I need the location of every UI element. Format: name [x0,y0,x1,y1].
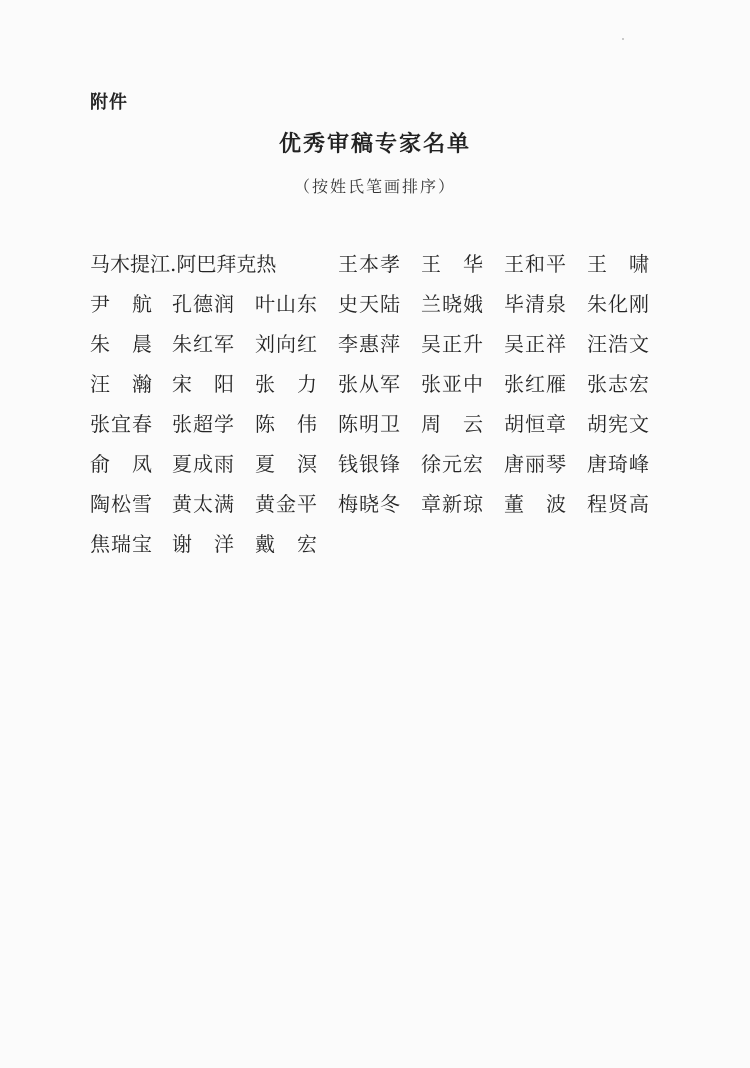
expert-name: 徐 元 宏 [421,452,483,476]
expert-name: 张 从 军 [338,372,400,396]
expert-name: 陶 松 雪 [90,492,152,516]
expert-name: 黄 太 满 [172,492,234,516]
expert-name: 宋 阳 [172,372,234,396]
expert-name: 胡 恒 章 [504,412,566,436]
expert-name: 朱 化 刚 [587,292,649,316]
expert-name: 李 惠 萍 [338,332,400,356]
expert-name: 陈 伟 [255,412,317,436]
expert-name: 张 力 [255,372,317,396]
expert-name: 王 啸 [587,252,649,276]
page-title: 优秀审稿专家名单 [278,131,471,157]
expert-name: 俞 凤 [90,452,152,476]
expert-name: 汪 瀚 [90,372,152,396]
expert-name: 王 和 平 [504,252,566,276]
expert-name: 陈 明 卫 [338,412,400,436]
expert-name: 钱 银 锋 [338,452,400,476]
expert-name: 胡 宪 文 [587,412,649,436]
expert-name: 黄 金 平 [255,492,317,516]
expert-name: 焦 瑞 宝 [90,532,152,556]
expert-name: 张 宜 春 [90,412,152,436]
expert-name: 兰 晓 娥 [421,292,483,316]
expert-name: 张 超 学 [172,412,234,436]
expert-name: 梅 晓 冬 [338,492,400,516]
expert-name: 朱 红 军 [172,332,234,356]
expert-name: 唐 琦 峰 [587,452,649,476]
expert-name: 汪 浩 文 [587,332,649,356]
expert-name: 张 红 雁 [504,372,566,396]
expert-name: 唐 丽 琴 [504,452,566,476]
expert-name: 张 亚 中 [421,372,483,396]
expert-name: 戴 宏 [255,532,317,556]
expert-name: 周 云 [421,412,483,436]
expert-name: 张 志 宏 [587,372,649,396]
expert-name: 谢 洋 [172,532,234,556]
expert-name: 朱 晨 [90,332,152,356]
attachment-label: 附件 [90,92,128,113]
expert-name: 史 天 陆 [338,292,400,316]
expert-name: 程 贤 高 [587,492,649,516]
expert-name: 刘 向 红 [255,332,317,356]
expert-name: 吴 正 升 [421,332,483,356]
expert-name: 王 本 孝 [338,252,400,276]
expert-name: 孔 德 润 [172,292,234,316]
expert-name: 夏 溟 [255,452,317,476]
expert-name: 尹 航 [90,292,152,316]
expert-name: 吴 正 祥 [504,332,566,356]
expert-name: 毕 清 泉 [504,292,566,316]
expert-name: 章 新 琼 [421,492,483,516]
expert-name: 王 华 [421,252,483,276]
page-subtitle: （按姓氏笔画排序） [293,177,456,196]
expert-name: 叶 山 东 [255,292,317,316]
expert-name: 夏 成 雨 [172,452,234,476]
expert-name: 马木提江.阿巴拜克热 [90,252,277,276]
expert-name: 董 波 [504,492,566,516]
